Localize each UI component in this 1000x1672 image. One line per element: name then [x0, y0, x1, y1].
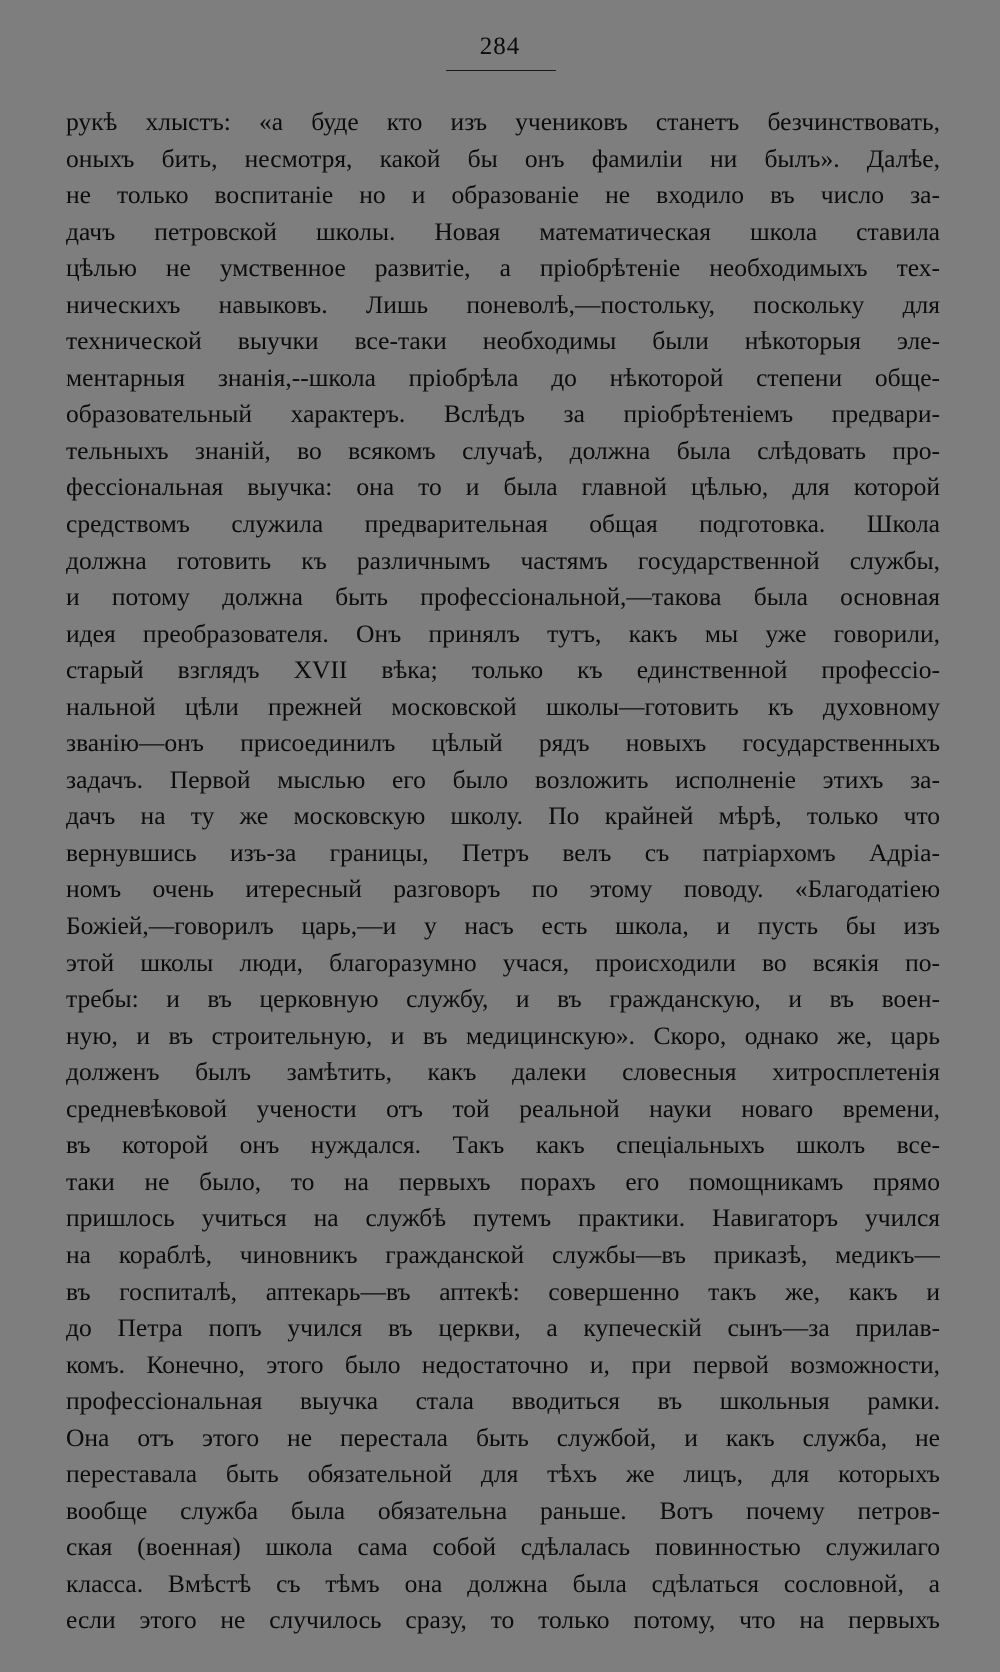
text-line: въ госпиталѣ, аптекарь—въ аптекѣ: совершенно такъ же, какъ и: [66, 1276, 940, 1306]
text-line: Божіей,—говорилъ царь,—и у насъ есть школа, и пусть бы изъ: [66, 911, 940, 941]
text-line: должна готовить къ различнымъ частямъ государственной службы,: [66, 545, 940, 575]
text-line: на кораблѣ, чиновникъ гражданской службы—въ приказѣ, медикъ—: [66, 1239, 940, 1269]
text-line: требы: и въ церковную службу, и въ гражданскую, и въ воен-: [66, 984, 940, 1014]
text-line: и потому должна быть профессіональной,—такова была основная: [66, 582, 940, 612]
text-line: этой школы люди, благоразумно учася, происходили во всякія по-: [66, 947, 940, 977]
text-line: тельныхъ знаній, во всякомъ случаѣ, должна была слѣдовать про-: [66, 435, 940, 465]
text-line: вообще служба была обязательна раньше. Вотъ почему петров-: [66, 1495, 940, 1525]
text-line: ническихъ навыковъ. Лишь поневолѣ,—постольку, поскольку для: [66, 289, 940, 319]
text-line: если этого не случилось сразу, то только потому, что на первыхъ: [66, 1605, 940, 1635]
text-line: Она отъ этого не перестала быть службой, и какъ служба, не: [66, 1422, 940, 1452]
text-line: дачъ на ту же московскую школу. По крайней мѣрѣ, только что: [66, 801, 940, 831]
text-line: средневѣковой учености отъ той реальной науки новаго времени,: [66, 1093, 940, 1123]
text-line: до Петра попъ учился въ церкви, а купеческій сынъ—за прилав-: [66, 1313, 940, 1343]
text-line: долженъ былъ замѣтить, какъ далеки словесныя хитросплетенія: [66, 1057, 940, 1087]
text-line: вернувшись изъ-за границы, Петръ велъ съ патріархомъ Адріа-: [66, 837, 940, 867]
text-line: дачъ петровской школы. Новая математическая школа ставила: [66, 216, 940, 246]
text-line: ментарныя знанія,--школа пріобрѣла до нѣкоторой степени обще-: [66, 362, 940, 392]
text-line: фессіональная выучка: она то и была главной цѣлью, для которой: [66, 472, 940, 502]
text-line: въ которой онъ нуждался. Такъ какъ спеціальныхъ школъ все-: [66, 1130, 940, 1160]
text-line: оныхъ бить, несмотря, какой бы онъ фамиліи ни былъ». Далѣе,: [66, 143, 940, 173]
page-number: 284: [479, 33, 521, 60]
text-line: пришлось учиться на службѣ путемъ практики. Навигаторъ учился: [66, 1203, 940, 1233]
text-line: старый взглядъ XVII вѣка; только къ единственной профессіо-: [66, 655, 940, 685]
text-line: идея преобразователя. Онъ принялъ тутъ, какъ мы уже говорили,: [66, 618, 940, 648]
text-line: не только воспитаніе но и образованіе не входило въ число за-: [66, 180, 940, 210]
text-line: профессіональная выучка стала вводиться въ школьныя рамки.: [66, 1386, 940, 1416]
text-line: образовательный характеръ. Вслѣдъ за пріобрѣтеніемъ предвари-: [66, 399, 940, 429]
text-line: номъ очень итересный разговоръ по этому поводу. «Благодатіею: [66, 874, 940, 904]
text-line: рукѣ хлыстъ: «а буде кто изъ учениковъ станетъ безчинствовать,: [66, 107, 940, 136]
page-number-rule: [446, 70, 556, 71]
text-line: званію—онъ присоединилъ цѣлый рядъ новыхъ государственныхъ: [66, 728, 940, 758]
text-line: средствомъ служила предварительная общая подготовка. Школа: [66, 509, 940, 539]
text-line: класса. Вмѣстѣ съ тѣмъ она должна была сдѣлаться сословной, а: [66, 1568, 940, 1598]
text-line: ская (военная) школа сама собой сдѣлалась повинностью служилаго: [66, 1532, 940, 1562]
text-line: технической выучки все-таки необходимы были нѣкоторыя эле-: [66, 326, 940, 356]
text-line: комъ. Конечно, этого было недостаточно и, при первой возможности,: [66, 1349, 940, 1379]
body-text: [66, 104, 940, 1639]
text-line: цѣлью не умственное развитіе, а пріобрѣтеніе необходимыхъ тех-: [66, 253, 940, 283]
text-line: таки не было, то на первыхъ порахъ его помощникамъ прямо: [66, 1166, 940, 1196]
text-line: задачъ. Первой мыслью его было возложить исполненіе этихъ за-: [66, 764, 940, 794]
text-line: ную, и въ строительную, и въ медицинскую». Скоро, однако же, царь: [66, 1020, 940, 1050]
text-line: нальной цѣли прежней московской школы—готовить къ духовному: [66, 691, 940, 721]
text-line: переставала быть обязательной для тѣхъ же лицъ, для которыхъ: [66, 1459, 940, 1489]
